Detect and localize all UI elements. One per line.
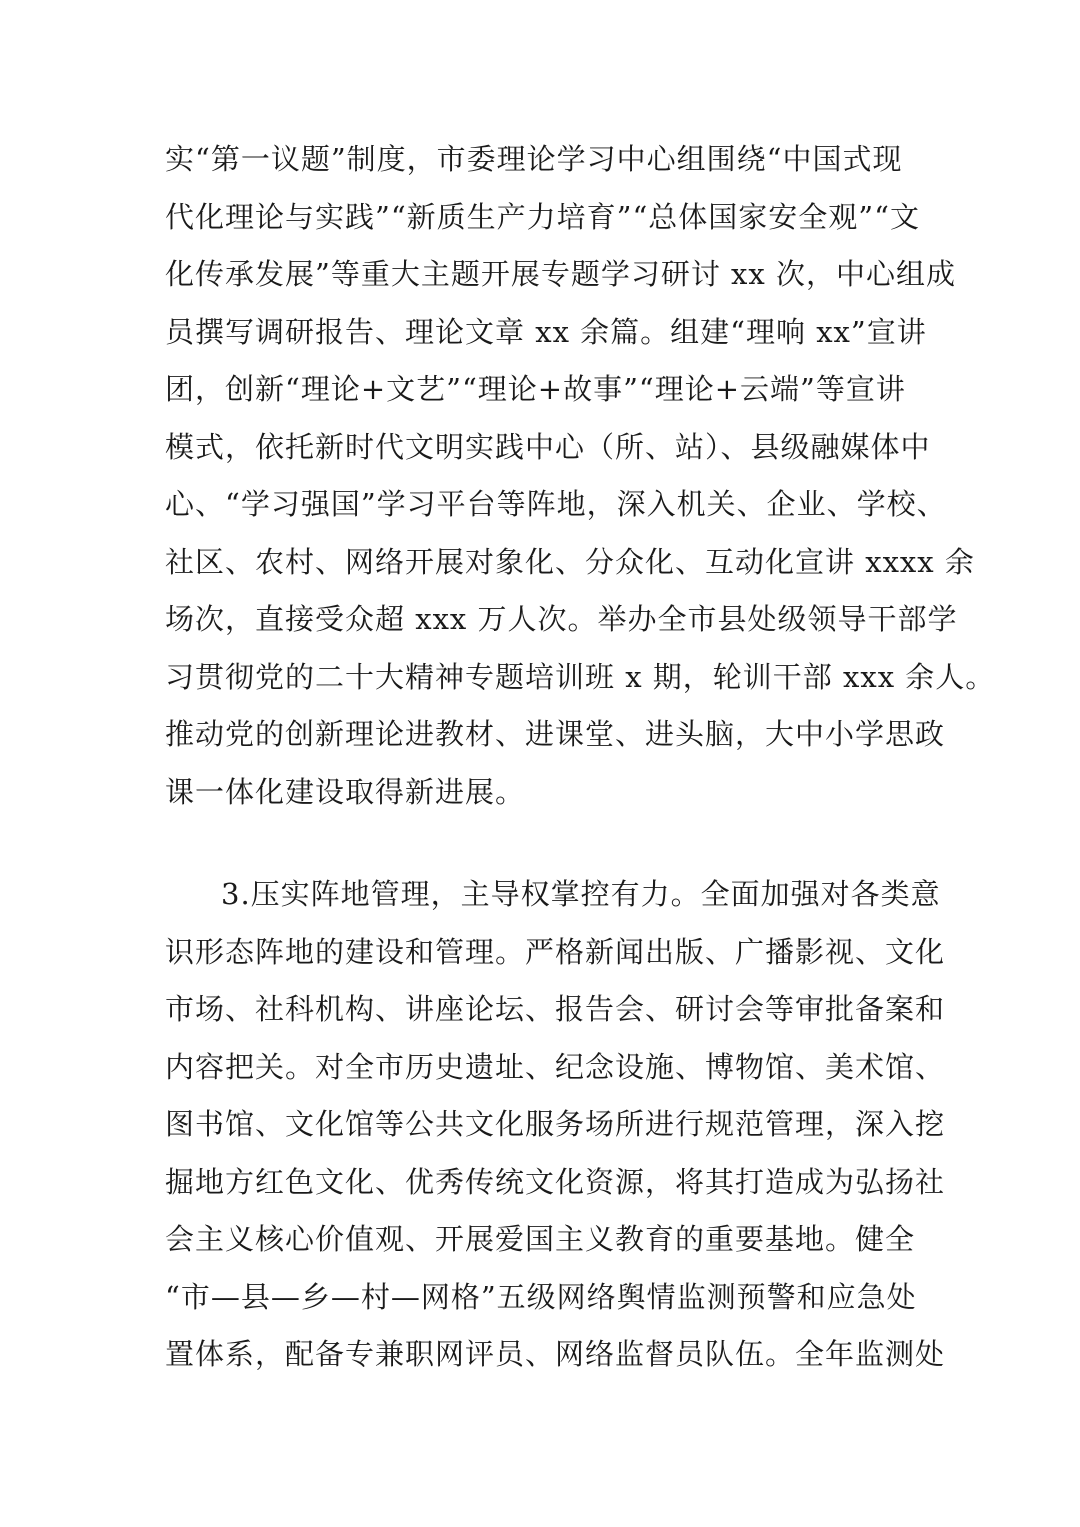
text-line: 模式，依托新时代文明实践中心（所、站）、县级融媒体中 [165,429,931,464]
text-line: 图书馆、文化馆等公共文化服务场所进行规范管理，深入挖 [165,1107,946,1141]
text-line: 习贯彻党的二十大精神专题培训班 x 期，轮训干部 xxx 余人。 [165,659,996,694]
text-line: 团，创新“理论+文艺”“理论+故事”“理论+云端”等宣讲 [165,372,906,406]
text-line: 3.压实阵地管理，主导权掌控有力。全面加强对各类意 [221,877,941,911]
text-line: 场次，直接受众超 xxx 万人次。举办全市县处级领导干部学 [165,602,958,636]
text-line: 内容把关。对全市历史遗址、纪念设施、博物馆、美术馆、 [165,1049,946,1084]
text-line: 置体系，配备专兼职网评员、网络监督员队伍。全年监测处 [165,1337,946,1371]
text-line: 推动党的创新理论进教材、进课堂、进头脑，大中小学思政 [165,717,946,751]
text-line: “市—县—乡—村—网格”五级网络舆情监测预警和应急处 [165,1279,917,1314]
text-line: 员撰写调研报告、理论文章 xx 余篇。组建“理响 xx”宣讲 [165,314,927,349]
text-line: 化传承发展”等重大主题开展专题学习研讨 xx 次，中心组成 [165,257,956,291]
text-line: 心、“学习强国”学习平台等阵地，深入机关、企业、学校、 [165,487,947,521]
text-line: 社区、农村、网络开展对象化、分众化、互动化宣讲 xxxx 余 [165,544,975,579]
paragraph-1 [165,131,996,821]
text-line: 实“第一议题”制度，市委理论学习中心组围绕“中国式现 [165,142,903,176]
text-line: 代化理论与实践”“新质生产力培育”“总体国家安全观”“文 [165,199,920,234]
text-line: 识形态阵地的建设和管理。严格新闻出版、广播影视、文化 [165,934,946,969]
text-line: 会主义核心价值观、开展爱国主义教育的重要基地。健全 [165,1222,916,1256]
text-line: 市场、社科机构、讲座论坛、报告会、研讨会等审批备案和 [165,992,946,1026]
text-line: 掘地方红色文化、优秀传统文化资源，将其打造成为弘扬社 [165,1164,946,1199]
text-line: 课一体化建设取得新进展。 [165,774,526,809]
paragraph-2 [165,866,946,1384]
